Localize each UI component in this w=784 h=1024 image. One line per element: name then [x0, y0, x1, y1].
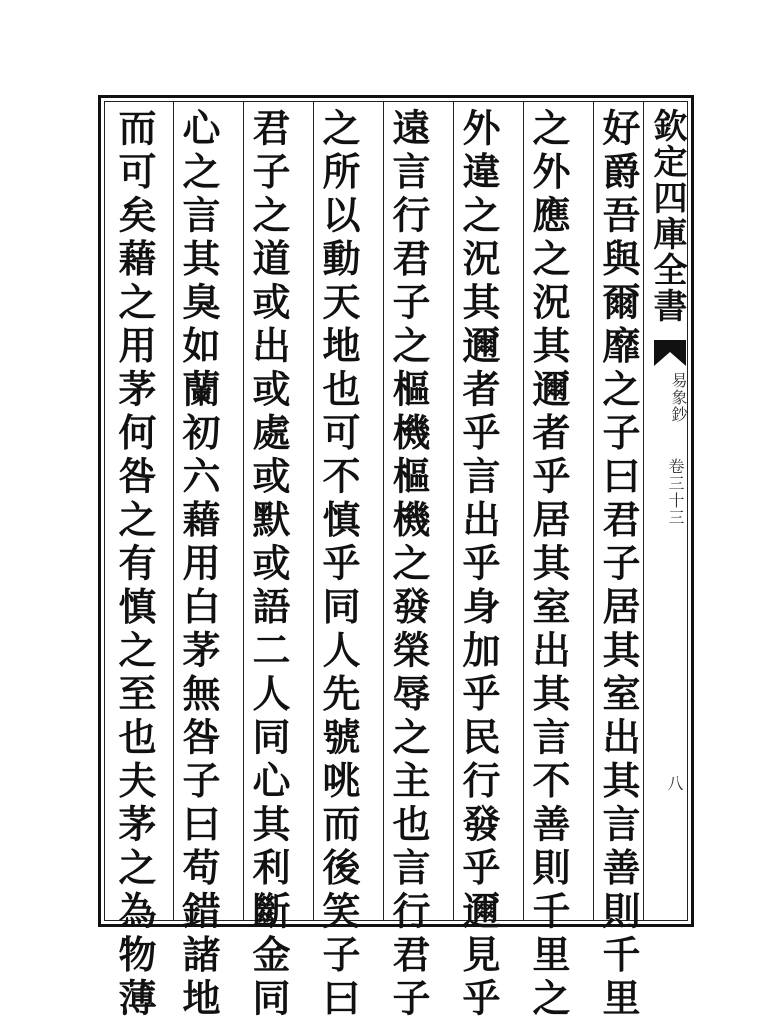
margin-volume: 卷三十三	[666, 458, 685, 526]
text-column-5: 之所以動天地也可不慎乎同人先號咷而後笑子曰	[316, 108, 361, 1022]
margin-page-mark: 八	[665, 775, 684, 791]
text-column-1: 好爵吾與爾靡之子曰君子居其室出其言善則千里	[596, 108, 641, 1022]
text-column-3: 外違之況其邇者乎言出乎身加乎民行發乎邇見乎	[456, 108, 501, 1022]
text-column-6: 君子之道或出或處或默或語二人同心其利斷金同	[246, 108, 291, 1022]
margin-rule	[643, 102, 644, 920]
text-column-8: 而可矣藉之用茅何咎之有慎之至也夫茅之為物薄	[112, 108, 157, 1022]
margin-book-name: 易象鈔	[669, 372, 688, 423]
text-column-4: 遠言行君子之樞機樞機之發榮辱之主也言行君子	[386, 108, 431, 1022]
text-column-2: 之外應之況其邇者乎居其室出其言不善則千里之	[526, 108, 571, 1022]
fishtail-mark-icon	[654, 338, 686, 368]
text-column-7: 心之言其臭如蘭初六藉用白茅無咎子曰苟錯諸地	[176, 108, 221, 1022]
margin-title: 欽定四庫全書	[647, 108, 687, 324]
